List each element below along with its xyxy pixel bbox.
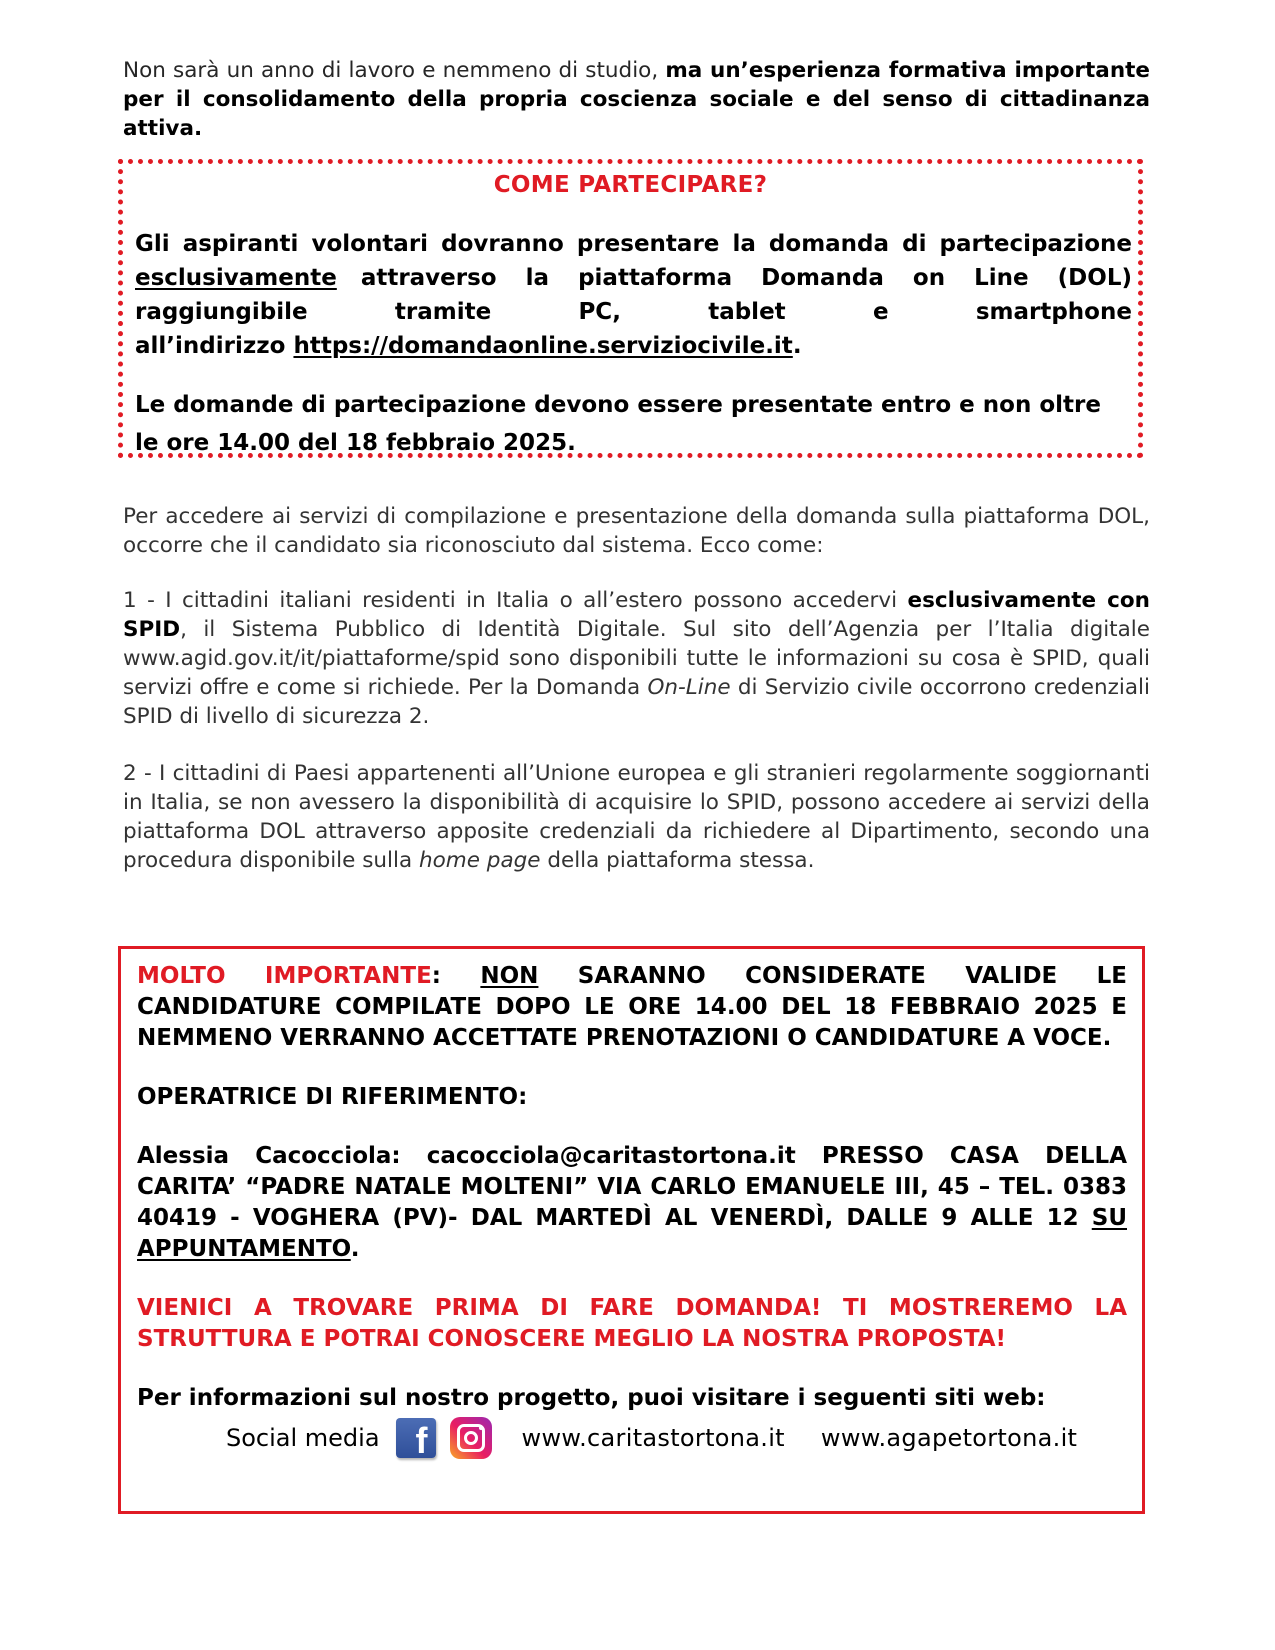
item1-text-c: di Servizio civile occorrono credenziali SPID di livello di sicurezza 2. xyxy=(123,675,1150,729)
avviso-paragraph xyxy=(137,961,1127,1054)
agape-site-link[interactable]: www.agapetortona.it xyxy=(820,1424,1078,1452)
contatto-paragraph xyxy=(137,1141,1127,1265)
spacer xyxy=(137,1113,1127,1141)
item1-bold: esclusivamente con SPID xyxy=(123,588,1150,642)
item2-text-a: 2 - I cittadini di Paesi appartenenti all’Unione europea e gli stranieri regolarmente soggiornanti in Italia, se non avessero la disponibilità di acquisire lo SPID, possono accedere ai servizi della piattaforma DOL attraverso apposite credenziali da richiedere al Dipartimento, secondo una procedura disponibile sulla xyxy=(123,761,1150,873)
indirizzo-prefix: all’indirizzo xyxy=(135,333,294,359)
intro-text: Non sarà un anno di lavoro e nemmeno di studio, xyxy=(123,58,666,83)
item1-text-b: , il Sistema Pubblico di Identità Digitale. Sul sito dell’Agenzia per l’Italia digitale www.agid.gov.it/it/piattaforme/spid sono disponibili tutte le informazioni su cosa è SPID, quali servizi offre e come si richiede. Per la Domanda xyxy=(123,617,1150,700)
molto-importante-content xyxy=(137,961,1127,1414)
word: PC, xyxy=(578,299,621,325)
item2-italic: home page xyxy=(419,848,541,873)
word: e xyxy=(872,299,889,325)
intro-bold-text: ma un’esperienza formativa importante per il consolidamento della propria coscienza sociale e del senso di cittadinanza attiva. xyxy=(123,58,1150,141)
contatto-text: Alessia Cacocciola: cacocciola@caritastortona.it PRESSO CASA DELLA CARITA’ “PADRE NATALE MOLTENI” VIA CARLO EMANUELE III, 45 – TEL. 0383 40419 - VOGHERA (PV)- DAL MARTEDÌ AL VENERDÌ, DALLE 9 ALLE 12 xyxy=(137,1143,1127,1231)
esclusivamente-underline: esclusivamente xyxy=(135,265,337,291)
molto-importante-label: MOLTO IMPORTANTE xyxy=(137,963,432,989)
come-partecipare-title: COME PARTECIPARE? xyxy=(493,172,768,198)
facebook-letter: f xyxy=(415,1420,428,1461)
spacer xyxy=(137,1265,1127,1293)
partecipare-line-2 xyxy=(135,261,1132,295)
caritas-site-link[interactable]: www.caritastortona.it xyxy=(521,1424,785,1452)
indirizzo-suffix: . xyxy=(792,333,802,359)
colon: : xyxy=(431,963,481,989)
accesso-intro: Per accedere ai servizi di compilazione e presentazione della domanda sulla piattaforma DOL, occorre che il candidato sia riconosciuto dal sistema. Ecco come: xyxy=(123,504,1150,558)
contatto-end: . xyxy=(350,1236,360,1262)
instagram-lens xyxy=(464,1431,478,1445)
partecipare-line-2-rest: attraverso la piattaforma Domanda on Line (DOL) xyxy=(360,265,1132,291)
operatrice-heading: OPERATRICE DI RIFERIMENTO: xyxy=(137,1084,528,1110)
come-partecipare-box xyxy=(118,159,1143,458)
word: tramite xyxy=(394,299,492,325)
invito-paragraph: VIENICI A TROVARE PRIMA DI FARE DOMANDA! TI MOSTREREMO LA STRUTTURA E POTRAI CONOSCERE MEGLIO LA NOSTRA PROPOSTA! xyxy=(137,1295,1127,1352)
word: tablet xyxy=(708,299,786,325)
partecipare-line-1: Gli aspiranti volontari dovranno presentare la domanda di partecipazione xyxy=(135,231,1132,257)
social-media-label: Social media xyxy=(226,1424,380,1452)
avviso-text: SARANNO CONSIDERATE VALIDE LE CANDIDATURE COMPILATE DOPO LE ORE 14.00 DEL 18 FEBBRAIO 2025 E NEMMENO VERRANNO ACCETTATE PRENOTAZIONI O CANDIDATURE A VOCE. xyxy=(137,963,1127,1051)
intro-paragraph xyxy=(123,56,1150,143)
spacer xyxy=(137,1054,1127,1082)
word: smartphone xyxy=(975,299,1132,325)
facebook-icon[interactable] xyxy=(396,1418,436,1461)
accesso-item-2 xyxy=(123,759,1150,875)
accesso-item-1 xyxy=(123,586,1150,731)
dol-link[interactable]: https://domandaonline.serviziocivile.it xyxy=(293,333,793,359)
spacer xyxy=(137,1355,1127,1383)
partecipare-line-3 xyxy=(135,295,1132,329)
item1-italic: On-Line xyxy=(647,675,731,700)
scadenza-paragraph: Le domande di partecipazione devono essere presentate entro e non oltre le ore 14.00 del 18 febbraio 2025. xyxy=(135,392,1101,456)
partecipare-paragraph xyxy=(135,227,1132,363)
instagram-icon[interactable] xyxy=(450,1417,492,1459)
social-row xyxy=(226,1410,1077,1466)
item2-text-b: della piattaforma stessa. xyxy=(540,848,815,873)
word: raggiungibile xyxy=(135,299,308,325)
instagram-flash xyxy=(479,1426,483,1430)
info-paragraph: Per informazioni sul nostro progetto, puoi visitare i seguenti siti web: xyxy=(137,1385,1046,1411)
partecipare-line-4 xyxy=(135,329,1132,363)
non-underline: NON xyxy=(480,963,539,989)
item1-text-a: 1 - I cittadini italiani residenti in Italia o all’estero possono accedervi xyxy=(123,588,908,613)
su-appuntamento: SU APPUNTAMENTO xyxy=(137,1205,1127,1262)
